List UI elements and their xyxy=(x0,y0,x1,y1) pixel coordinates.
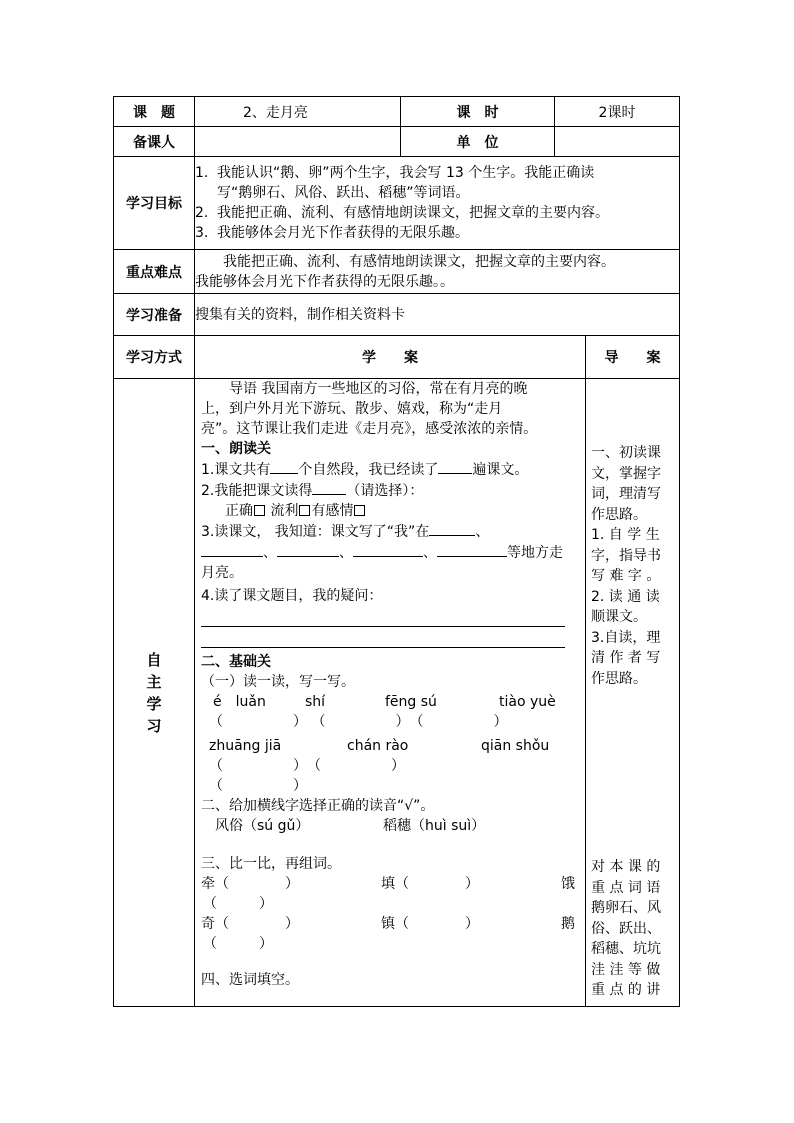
answer-line[interactable] xyxy=(201,627,565,648)
question-1: 1.课文共有 个自然段，我已经读了 遍课文。 xyxy=(201,459,579,480)
answer-blank[interactable] xyxy=(437,542,507,557)
pinyin-row: zhuāng jiā chán rào qiān shǒu xyxy=(209,738,550,754)
sub2-title: 二、给加横线字选择正确的读音“√”。 xyxy=(201,798,435,814)
answer-blank[interactable] xyxy=(277,542,339,557)
row-topic xyxy=(114,97,680,127)
compare-row: 奇（ ） 镇（ ） 鹅 xyxy=(201,916,575,932)
answer-blank[interactable] xyxy=(353,542,423,557)
goal-item: 3. 我能够体会月光下作者获得的无限乐趣。 xyxy=(195,225,469,241)
section-reading-title: 一、朗读关 xyxy=(201,441,271,457)
study-plan-content: 导语 我国南方一些地区的习俗，常在有月亮的晚 上，到户外月光下游玩、散步、嬉戏，称为“走月 亮”。这节课让我们走进《走月亮》，感受浓浓的亲情。 一、朗读关 1.课文共有 个自然段，我已经读了 遍课文。 2.我能把课文读得 （请选择）： 正确 流利 有感情 3.读课文， 我知道：课文写了“我”在 、 、 、 、 等地方走 月亮。 4.读了课文题目，我的疑问： 二、基础关 （一）读一读，写一写。 é luǎn shí fēng sú tiào yuè （ ） （ ） （ ） zhuāng jiā chán rào qiān shǒu （ ） （ ） （ ） 二、给加横线字选择正确的读音“√”。 风俗（sú gǔ） 稻穗（huì suì） 三、比一比，再组词。 牵（ ） 填（ ） 饿 （ ） 奇（ ） 镇（ ） 鹅 （ ） 四、选词填空。 xyxy=(195,379,586,1007)
goal-item: 2. 我能把正确、流利、有感情地朗读课文，把握文章的主要内容。 xyxy=(195,205,609,221)
topic-value: 2、走月亮 xyxy=(195,97,401,127)
study-plan-heading: 学 案 xyxy=(195,336,586,379)
goal-item: 1. 我能认识“鹅、卵”两个生字，我会写 13 个生字。我能正确读 写“鹅卵石、风俗、跃出、稻穗”等词语。 xyxy=(195,165,595,201)
sub4-title: 四、选词填空。 xyxy=(201,972,299,988)
sub2-items: 风俗（sú gǔ） 稻穗（huì suì） xyxy=(215,818,486,834)
pinyin-row: é luǎn shí fēng sú tiào yuè xyxy=(213,694,556,710)
compare-row: 牵（ ） 填（ ） 饿 xyxy=(201,876,575,892)
row-prep xyxy=(114,294,680,336)
row-key-points xyxy=(114,250,680,294)
row-preparer xyxy=(114,127,680,157)
sub3-title: 三、比一比，再组词。 xyxy=(201,856,341,872)
answer-parens[interactable]: （ ） xyxy=(203,896,273,912)
answer-parens[interactable]: （ ） xyxy=(209,778,307,794)
preparer-label: 备课人 xyxy=(114,127,195,157)
lesson-plan xyxy=(113,96,679,1007)
guide-bottom: 对 本 课 的 重 点 词 语 鹅卵石、风 俗、跃出、 稻穗、坑坑 洼 洼 等 做 重 点 的 讲 xyxy=(591,859,661,998)
checkbox[interactable] xyxy=(299,505,310,516)
lesson-plan-table xyxy=(113,96,680,1007)
answer-parens[interactable]: （ ） （ ） （ ） xyxy=(209,714,508,730)
answer-blank[interactable] xyxy=(438,459,472,474)
answer-parens[interactable]: （ ） xyxy=(203,936,273,952)
topic-label: 课 题 xyxy=(114,97,195,127)
intro-line: 亮”。这节课让我们走进《走月亮》，感受浓浓的亲情。 xyxy=(201,421,538,437)
question-2: 2.我能把课文读得 （请选择）： xyxy=(201,480,579,501)
hours-label: 课 时 xyxy=(401,97,555,127)
guide-plan-content xyxy=(586,379,680,1007)
section-basics-title: 二、基础关 xyxy=(201,654,271,670)
intro-line: 上，到户外月光下游玩、散步、嬉戏，称为“走月 xyxy=(201,401,503,417)
question-3: 3.读课文， 我知道：课文写了“我”在 、 xyxy=(201,521,579,542)
answer-blank[interactable] xyxy=(429,521,475,536)
row-method xyxy=(114,336,680,379)
unit-value xyxy=(555,127,680,157)
preparer-value xyxy=(195,127,401,157)
answer-blank[interactable] xyxy=(201,542,263,557)
prep-content: 搜集有关的资料，制作相关资料卡 xyxy=(195,294,680,336)
goals-label: 学习目标 xyxy=(114,157,195,250)
answer-parens[interactable]: （ ） （ ） xyxy=(209,758,405,774)
sub1-title: （一）读一读，写一写。 xyxy=(201,674,355,690)
guide-top: 一、初读课 文，掌握字 词，理清写 作思路。 1. 自 学 生 字，指导书 写 难 字 。 2. 读 通 读 顺课文。 3.自读，理 清 作 者 写 作思路。 xyxy=(591,445,661,687)
goals-content xyxy=(195,157,680,250)
row-self-study xyxy=(114,379,680,1007)
self-study-label: 自 主 学 习 xyxy=(114,379,195,1007)
answer-blank[interactable] xyxy=(312,480,346,495)
question-4: 4.读了课文题目，我的疑问： xyxy=(201,588,383,604)
answer-blank[interactable] xyxy=(270,459,298,474)
question-3-blanks: 、 、 、 等地方走 xyxy=(201,542,579,563)
answer-line[interactable] xyxy=(201,606,565,627)
key-points-label: 重点难点 xyxy=(114,250,195,294)
checkbox[interactable] xyxy=(254,505,265,516)
prep-label: 学习准备 xyxy=(114,294,195,336)
method-label: 学习方式 xyxy=(114,336,195,379)
intro-line: 导语 我国南方一些地区的习俗，常在有月亮的晚 xyxy=(201,381,528,397)
guide-plan-heading: 导 案 xyxy=(586,336,680,379)
checkbox[interactable] xyxy=(354,505,365,516)
row-goals xyxy=(114,157,680,250)
question-2-options: 正确 流利 有感情 xyxy=(201,501,579,521)
hours-value: 2课时 xyxy=(555,97,680,127)
key-points-content: 我能把正确、流利、有感情地朗读课文，把握文章的主要内容。 我能够体会月光下作者获得的无限乐趣。。 xyxy=(195,250,680,294)
unit-label: 单 位 xyxy=(401,127,555,157)
